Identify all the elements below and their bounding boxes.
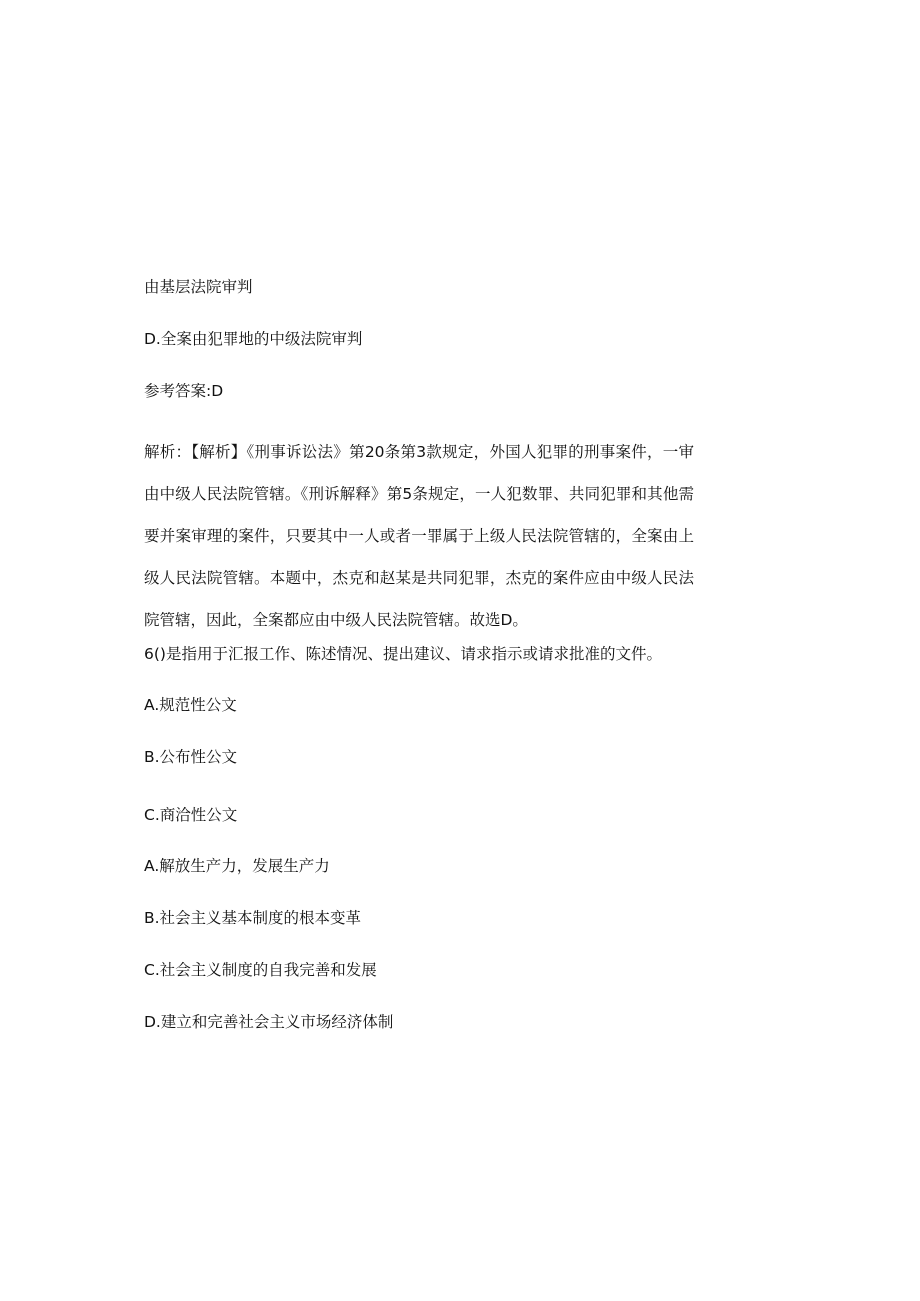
previous-option-d: D.全案由犯罪地的中级法院审判 bbox=[144, 330, 363, 348]
question-7-option-b: B.社会主义基本制度的根本变革 bbox=[144, 909, 362, 927]
reference-answer: 参考答案:D bbox=[144, 382, 224, 400]
answer-explanation: 解析：【解析】《刑事诉讼法》第20条第3款规定，外国人犯罪的刑事案件，一审由中级人民法院管辖。《刑诉解释》第5条规定，一人犯数罪、共同犯罪和其他需要并案审理的案件，只要其中一人或者一罪属于上级人民法院管辖的，全案由上级人民法院管辖。本题中，杰克和赵某是共同犯罪，杰克的案件应由中级人民法院管辖，因此，全案都应由中级人民法院管辖。故选D。 bbox=[144, 443, 694, 629]
question-6-option-a: A.规范性公文 bbox=[144, 696, 237, 714]
question-6-option-c: C.商洽性公文 bbox=[144, 806, 238, 824]
question-7-option-c: C.社会主义制度的自我完善和发展 bbox=[144, 961, 377, 979]
question-6-stem: 6()是指用于汇报工作、陈述情况、提出建议、请求指示或请求批准的文件。 bbox=[144, 645, 662, 663]
question-6-option-b: B.公布性公文 bbox=[144, 748, 238, 766]
question-7-option-a: A.解放生产力，发展生产力 bbox=[144, 857, 330, 875]
question-7-option-d: D.建立和完善社会主义市场经济体制 bbox=[144, 1013, 394, 1031]
previous-option-tail: 由基层法院审判 bbox=[144, 278, 253, 296]
